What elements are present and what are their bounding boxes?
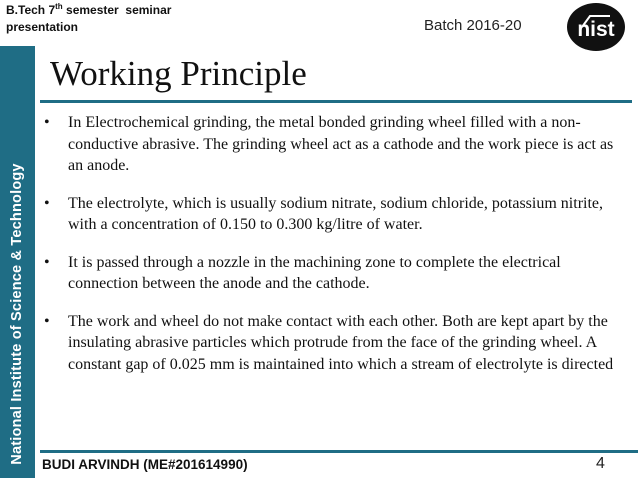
bullet-marker: • [44,114,50,131]
sidebar-label: National Institute of Science & Technology [9,163,25,465]
footer-divider [40,450,638,453]
header-line-1-prefix: B.Tech 7 [6,3,56,17]
header-line-2: presentation [6,20,79,34]
institute-logo [566,2,626,52]
bullet-text: It is passed through a nozzle in the machining zone to complete the electrical connection between the anode and the cathode. [68,253,561,292]
presenter-name: BUDI ARVINDH (ME#201614990) [42,457,248,472]
header-line-1 [6,2,171,19]
slide-title: Working Principle [50,54,307,93]
bullet-item [44,193,618,236]
bullet-text: The work and wheel do not make contact with each other. Both are kept apart by the insulating abrasive particles which protrude from the face of the grinding wheel. A constant gap of 0.025 mm is maintained into which a stream of electrolyte is directed [68,312,614,373]
bullet-item [44,112,618,177]
bullet-text: In Electrochemical grinding, the metal bonded grinding wheel filled with a non-conductive abrasive. The grinding wheel act as a cathode and the work piece is act as an anode. [68,114,614,174]
bullet-item [44,311,618,376]
batch-label: Batch 2016-20 [424,17,522,34]
sidebar-band [0,46,35,478]
header-line-1-suffix: semester seminar [62,3,172,17]
bullet-list [44,112,618,391]
bullet-text: The electrolyte, which is usually sodium nitrate, sodium chloride, potassium nitrite, with a concentration of 0.150 to 0.300 kg/litre of water. [68,194,604,233]
bullet-marker: • [44,253,50,271]
header-line-1-sup: th [55,2,63,11]
bullet-marker: • [44,194,50,212]
logo-text: nist [577,18,615,41]
bullet-marker: • [44,312,50,330]
bullet-item [44,252,618,295]
title-divider [40,100,632,103]
header-title [6,2,171,36]
page-number: 4 [596,455,605,472]
